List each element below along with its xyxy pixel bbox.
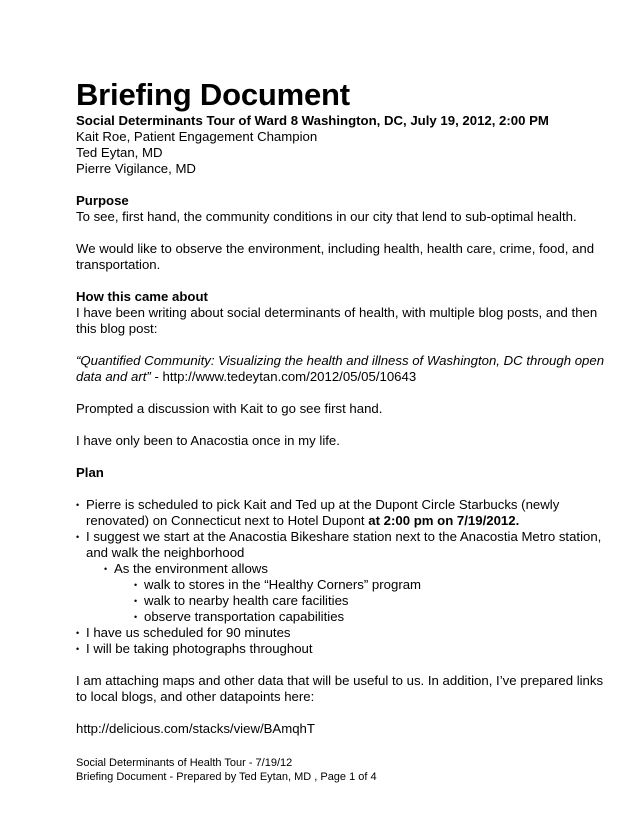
bullet-icon: • xyxy=(76,628,80,638)
attendee-1: Kait Roe, Patient Engagement Champion xyxy=(76,129,318,144)
plan-item-2 xyxy=(76,529,616,625)
plan-subsub-item-2 xyxy=(134,593,616,609)
plan-item-4-text: I will be taking photographs throughout xyxy=(86,641,313,656)
plan-sub-item xyxy=(104,561,616,625)
plan-item-4 xyxy=(76,641,616,657)
how-heading: How this came about xyxy=(76,289,208,304)
bullet-icon: • xyxy=(104,564,108,574)
document-subtitle: Social Determinants Tour of Ward 8 Washington, DC, July 19, 2012, 2:00 PM xyxy=(76,113,549,128)
plan-heading: Plan xyxy=(76,465,104,480)
plan-item-1 xyxy=(76,497,616,529)
blog-post-reference xyxy=(76,353,616,385)
blog-post-title: “Quantified Community: Visualizing the health and illness of Washington, DC through open data and art” xyxy=(76,353,605,384)
plan-item-1-time: at 2:00 pm on 7/19/2012. xyxy=(368,513,520,528)
attendee-2: Ted Eytan, MD xyxy=(76,145,163,160)
plan-sub-item-text: As the environment allows xyxy=(114,561,268,576)
plan-subsub-item-1 xyxy=(134,577,616,593)
plan-item-1-text: Pierre is scheduled to pick Kait and Ted up at the Dupont Circle Starbucks (newly renovated) on Connecticut next to Hotel Dupont xyxy=(86,497,560,528)
plan-subsub-list xyxy=(114,577,616,625)
plan-subsub-item-3-text: observe transportation capabilities xyxy=(144,609,345,624)
how-paragraph-3: I have only been to Anacostia once in my life. xyxy=(76,433,340,448)
bullet-icon: • xyxy=(134,612,138,622)
footer-line-2: Briefing Document - Prepared by Ted Eytan, MD , Page 1 of 4 xyxy=(76,771,377,783)
plan-subsub-item-3 xyxy=(134,609,616,625)
plan-item-2-text: I suggest we start at the Anacostia Bikeshare station next to the Anacostia Metro station, and walk the neighborhood xyxy=(86,529,602,560)
blog-post-link[interactable]: - http://www.tedeytan.com/2012/05/05/10643 xyxy=(150,369,417,384)
how-paragraph-2: Prompted a discussion with Kait to go see first hand. xyxy=(76,401,383,416)
bullet-icon: • xyxy=(76,532,80,542)
plan-list xyxy=(76,497,616,657)
page-footer xyxy=(76,756,377,784)
document-title: Briefing Document xyxy=(76,77,350,112)
closing-paragraph: I am attaching maps and other data that will be useful to us. In addition, I’ve prepared links to local blogs, and other datapoints here: xyxy=(76,673,604,704)
bullet-icon: • xyxy=(76,644,80,654)
purpose-paragraph-2: We would like to observe the environment, including health, health care, crime, food, and transportation. xyxy=(76,241,595,272)
plan-item-3 xyxy=(76,625,616,641)
delicious-link[interactable]: http://delicious.com/stacks/view/BAmqhT xyxy=(76,721,315,736)
bullet-icon: • xyxy=(76,500,80,510)
bullet-icon: • xyxy=(134,580,138,590)
document-page xyxy=(76,78,616,737)
footer-line-1: Social Determinants of Health Tour - 7/19/12 xyxy=(76,757,293,769)
purpose-heading: Purpose xyxy=(76,193,129,208)
how-paragraph-1: I have been writing about social determinants of health, with multiple blog posts, and then this blog post: xyxy=(76,305,598,336)
purpose-paragraph-1: To see, first hand, the community conditions in our city that lend to sub-optimal health. xyxy=(76,209,577,224)
bullet-icon: • xyxy=(134,596,138,606)
plan-item-3-text: I have us scheduled for 90 minutes xyxy=(86,625,291,640)
plan-sub-list xyxy=(86,561,616,625)
plan-subsub-item-2-text: walk to nearby health care facilities xyxy=(144,593,349,608)
attendee-3: Pierre Vigilance, MD xyxy=(76,161,196,176)
plan-subsub-item-1-text: walk to stores in the “Healthy Corners” program xyxy=(144,577,422,592)
